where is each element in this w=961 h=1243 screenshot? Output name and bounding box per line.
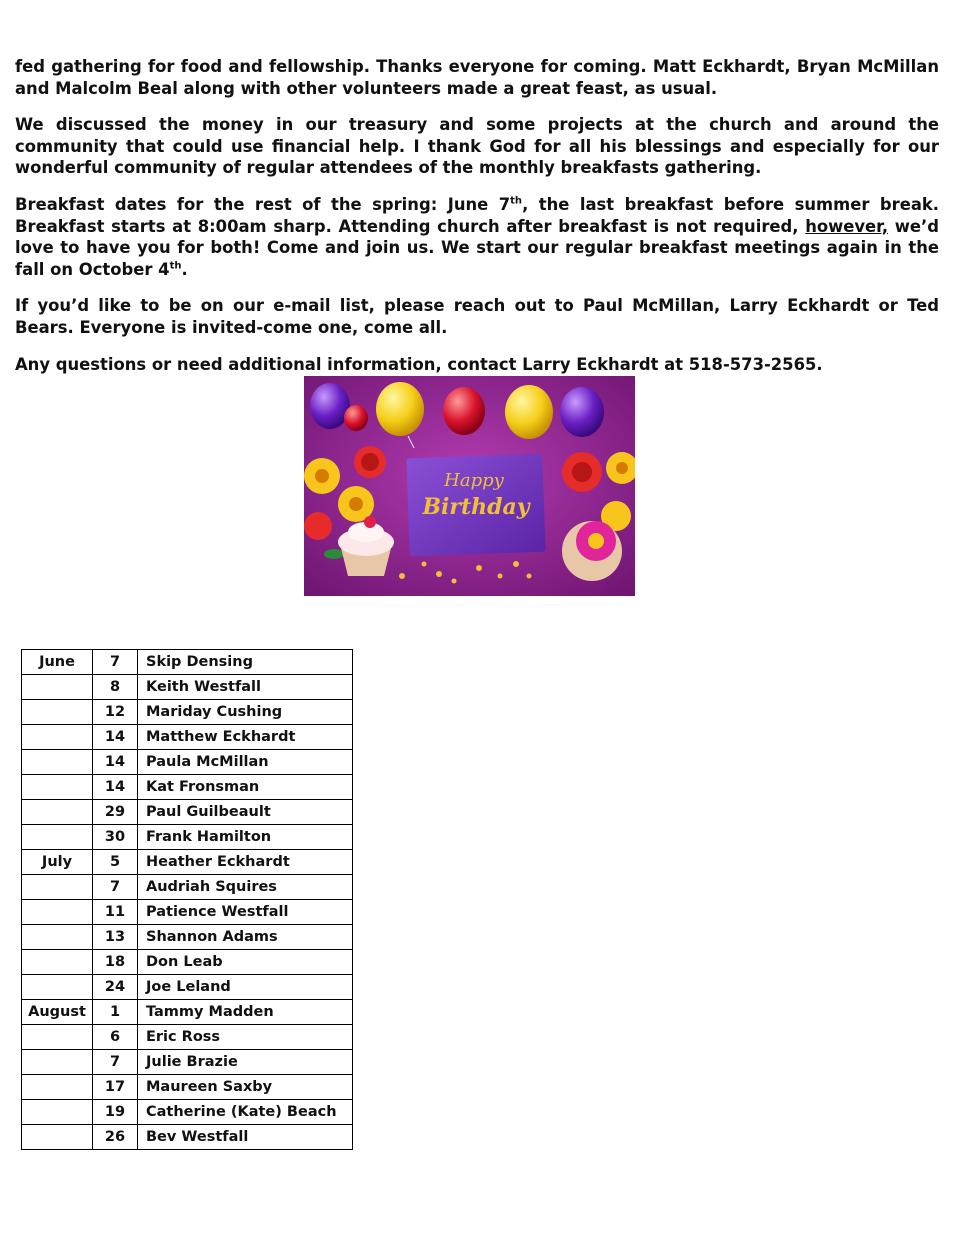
birthday-row <box>22 875 353 900</box>
birthday-name: Heather Eckhardt <box>138 850 353 875</box>
birthday-row <box>22 775 353 800</box>
paragraph-contact: Any questions or need additional information, contact Larry Eckhardt at 518-573-2565. <box>15 354 823 374</box>
birthday-row <box>22 1000 353 1025</box>
birthday-name: Skip Densing <box>138 650 353 675</box>
birthday-row <box>22 675 353 700</box>
card-text-birthday: Birthday <box>422 494 530 520</box>
birthday-name: Paula McMillan <box>138 750 353 775</box>
birthday-month <box>22 825 93 850</box>
birthday-row <box>22 1025 353 1050</box>
birthday-day: 8 <box>93 675 138 700</box>
birthday-month <box>22 675 93 700</box>
birthday-day: 13 <box>93 925 138 950</box>
birthday-month <box>22 1075 93 1100</box>
birthday-day: 18 <box>93 950 138 975</box>
birthday-day: 30 <box>93 825 138 850</box>
paragraph-treasury: We discussed the money in our treasury and some projects at the church and around the community that could use financial help. I thank God for all his blessings and especially for our wonderful community of regular attendees of the monthly breakfasts gathering. <box>15 115 939 178</box>
birthday-month: August <box>22 1000 93 1025</box>
greeting-card <box>406 454 545 557</box>
breakfast-dates-text-a: Breakfast dates for the rest of the spring: June 7 <box>15 194 511 214</box>
birthday-day: 14 <box>93 750 138 775</box>
birthday-day: 5 <box>93 850 138 875</box>
birthday-row <box>22 725 353 750</box>
birthday-row <box>22 975 353 1000</box>
birthday-month <box>22 1025 93 1050</box>
birthday-month <box>22 800 93 825</box>
birthday-month <box>22 925 93 950</box>
birthday-month <box>22 950 93 975</box>
birthday-row <box>22 700 353 725</box>
birthday-row <box>22 650 353 675</box>
birthday-day: 19 <box>93 1100 138 1125</box>
birthday-day: 7 <box>93 1050 138 1075</box>
birthday-name: Patience Westfall <box>138 900 353 925</box>
birthday-row <box>22 825 353 850</box>
birthday-month <box>22 775 93 800</box>
birthday-row <box>22 1050 353 1075</box>
birthday-name: Maureen Saxby <box>138 1075 353 1100</box>
birthday-month: July <box>22 850 93 875</box>
birthday-row <box>22 800 353 825</box>
underlined-however: however, <box>805 216 889 236</box>
birthday-name: Paul Guilbeault <box>138 800 353 825</box>
birthday-day: 1 <box>93 1000 138 1025</box>
birthday-month <box>22 750 93 775</box>
birthday-month <box>22 900 93 925</box>
birthday-name: Catherine (Kate) Beach <box>138 1100 353 1125</box>
paragraph-feast: fed gathering for food and fellowship. Thanks everyone for coming. Matt Eckhardt, Bryan McMillan and Malcolm Beal along with other volunteers made a great feast, as usual. <box>15 57 939 98</box>
birthday-day: 14 <box>93 775 138 800</box>
birthday-day: 26 <box>93 1125 138 1150</box>
newsletter-body <box>15 56 939 390</box>
ordinal-suffix: th <box>169 260 182 272</box>
birthday-day: 7 <box>93 650 138 675</box>
birthday-day: 29 <box>93 800 138 825</box>
birthday-name: Tammy Madden <box>138 1000 353 1025</box>
birthday-day: 11 <box>93 900 138 925</box>
breakfast-dates-text-c: we’d love to have you for both! Come and join us. We start our regular breakfast meetings again in the fall on October 4 <box>15 216 939 279</box>
birthday-month <box>22 1125 93 1150</box>
birthday-row <box>22 850 353 875</box>
birthday-row <box>22 1075 353 1100</box>
birthday-name: Keith Westfall <box>138 675 353 700</box>
birthday-name: Joe Leland <box>138 975 353 1000</box>
birthday-month <box>22 875 93 900</box>
birthday-name: Bev Westfall <box>138 1125 353 1150</box>
birthday-month <box>22 1100 93 1125</box>
birthday-month <box>22 700 93 725</box>
birthday-day: 7 <box>93 875 138 900</box>
birthday-name: Mariday Cushing <box>138 700 353 725</box>
birthday-row <box>22 900 353 925</box>
birthday-name: Matthew Eckhardt <box>138 725 353 750</box>
birthday-row <box>22 1100 353 1125</box>
birthday-day: 6 <box>93 1025 138 1050</box>
birthday-name: Don Leab <box>138 950 353 975</box>
birthday-month <box>22 1050 93 1075</box>
birthday-day: 14 <box>93 725 138 750</box>
paragraph-breakfast-dates <box>15 194 939 280</box>
ordinal-suffix: th <box>510 195 523 207</box>
birthday-day: 17 <box>93 1075 138 1100</box>
paragraph-email-list: If you’d like to be on our e-mail list, please reach out to Paul McMillan, Larry Eckhardt or Ted Bears. Everyone is invited-come one, come all. <box>15 296 939 337</box>
birthday-day: 24 <box>93 975 138 1000</box>
birthday-row <box>22 950 353 975</box>
birthday-name: Julie Brazie <box>138 1050 353 1075</box>
birthday-day: 12 <box>93 700 138 725</box>
birthday-row <box>22 750 353 775</box>
birthday-name: Shannon Adams <box>138 925 353 950</box>
birthday-name: Audriah Squires <box>138 875 353 900</box>
breakfast-dates-text-d: . <box>181 259 188 279</box>
happy-birthday-image <box>304 376 635 596</box>
birthday-month <box>22 975 93 1000</box>
birthday-name: Eric Ross <box>138 1025 353 1050</box>
birthday-name: Kat Fronsman <box>138 775 353 800</box>
birthday-row <box>22 1125 353 1150</box>
breakfast-dates-text-b: , the last breakfast before summer break. Breakfast starts at 8:00am sharp. Attending church after breakfast is not required, <box>15 194 940 236</box>
card-text-happy: Happy <box>444 470 504 491</box>
birthday-table-body <box>22 650 353 1150</box>
birthday-table <box>21 649 353 1150</box>
birthday-name: Frank Hamilton <box>138 825 353 850</box>
birthday-month <box>22 725 93 750</box>
birthday-month: June <box>22 650 93 675</box>
birthday-row <box>22 925 353 950</box>
